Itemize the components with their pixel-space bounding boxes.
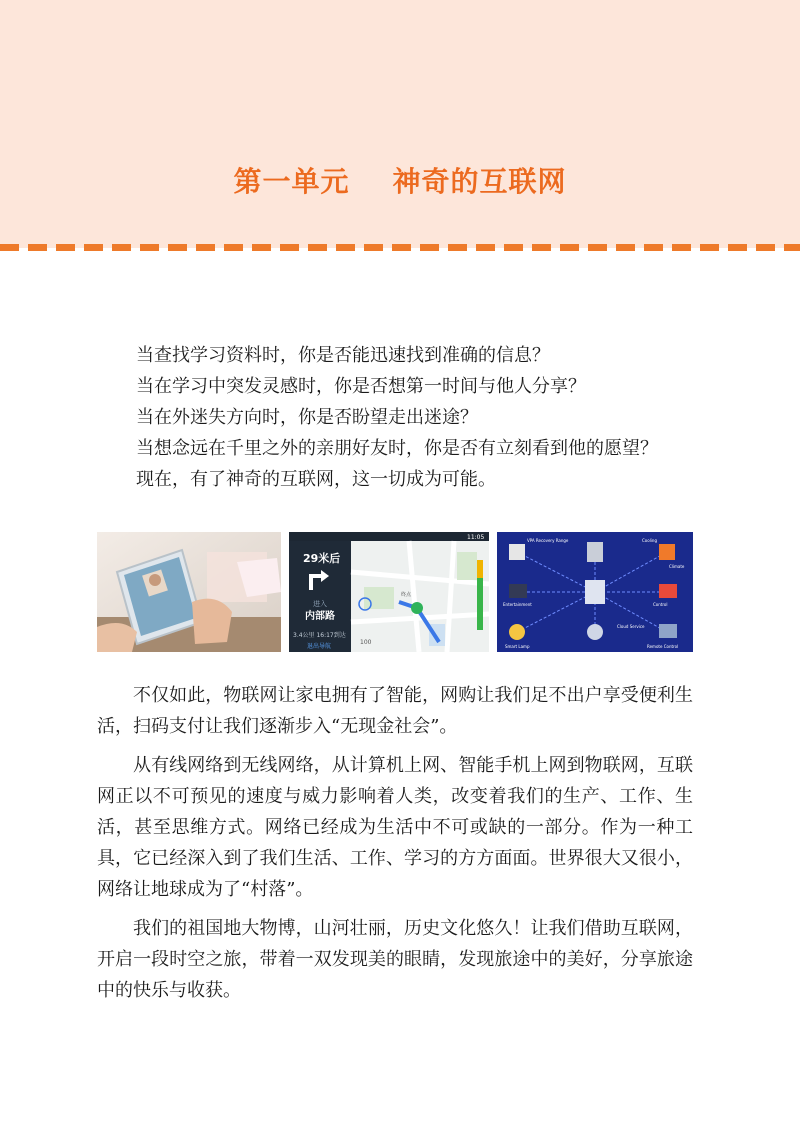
- nav-exit: 退出导航: [307, 643, 332, 650]
- iot-diagram: [497, 532, 693, 652]
- iot-label: Control: [653, 602, 668, 607]
- nav-enter: 进入: [313, 600, 327, 608]
- unit-title: 第一单元 神奇的互联网: [233, 165, 567, 198]
- intro-line: 当在学习中突发灵感时，你是否想第一时间与他人分享？: [136, 376, 586, 397]
- iot-label: Cloud Service: [617, 624, 645, 629]
- iot-label: Smart Lamp: [505, 644, 530, 649]
- header-band: [0, 0, 800, 248]
- paragraph: 从有线网络到无线网络，从计算机上网、智能手机上网到物联网，互联网正以不可预见的速度与威力影响着人类，改变着我们的生产、工作、生活，甚至思维方式。网络已经成为生活中不可或缺的一部分。作为一种工具，它已经深入到了我们生活、工作、学习的方方面面。世界很大又很小，网络让地球成为了“村落”。: [97, 755, 693, 900]
- iot-label: Entertainment: [503, 602, 532, 607]
- iot-label: Remote Control: [647, 644, 679, 649]
- intro-line: 现在，有了神奇的互联网，这一切成为可能。: [136, 469, 496, 490]
- paragraph: 我们的祖国地大物博，山河壮丽，历史文化悠久！让我们借助互联网，开启一段时空之旅，带着一双发现美的眼睛，发现旅途中的美好，分享旅途中的快乐与收获。: [97, 918, 693, 1001]
- intro-line: 当在外迷失方向时，你是否盼望走出迷途？: [136, 407, 478, 428]
- map-scale: 100: [360, 639, 372, 646]
- intro-questions: [136, 340, 736, 495]
- body-text: [97, 680, 693, 1014]
- intro-line: 当查找学习资料时，你是否能迅速找到准确的信息？: [136, 345, 550, 366]
- navigation-screenshot: [289, 532, 489, 652]
- paragraph: 不仅如此，物联网让家电拥有了智能，网购让我们足不出户享受便利生活，扫码支付让我们逐渐步入“无现金社会”。: [97, 685, 693, 737]
- nav-trip: 3.4公里 16:17到达: [293, 632, 346, 639]
- iot-label: Climate: [669, 564, 685, 569]
- nav-distance: 29米后: [303, 552, 341, 565]
- nav-road: 内部路: [305, 611, 335, 622]
- map-pin: 终点: [401, 592, 412, 598]
- iot-label: Cooling: [642, 538, 657, 543]
- status-time: 11:05: [467, 534, 485, 541]
- dashed-divider: [0, 244, 800, 251]
- tablet-photo: [97, 532, 281, 652]
- intro-line: 当想念远在千里之外的亲朋好友时，你是否有立刻看到他的愿望？: [136, 438, 658, 459]
- iot-label: VPA Recovery Range: [527, 538, 569, 543]
